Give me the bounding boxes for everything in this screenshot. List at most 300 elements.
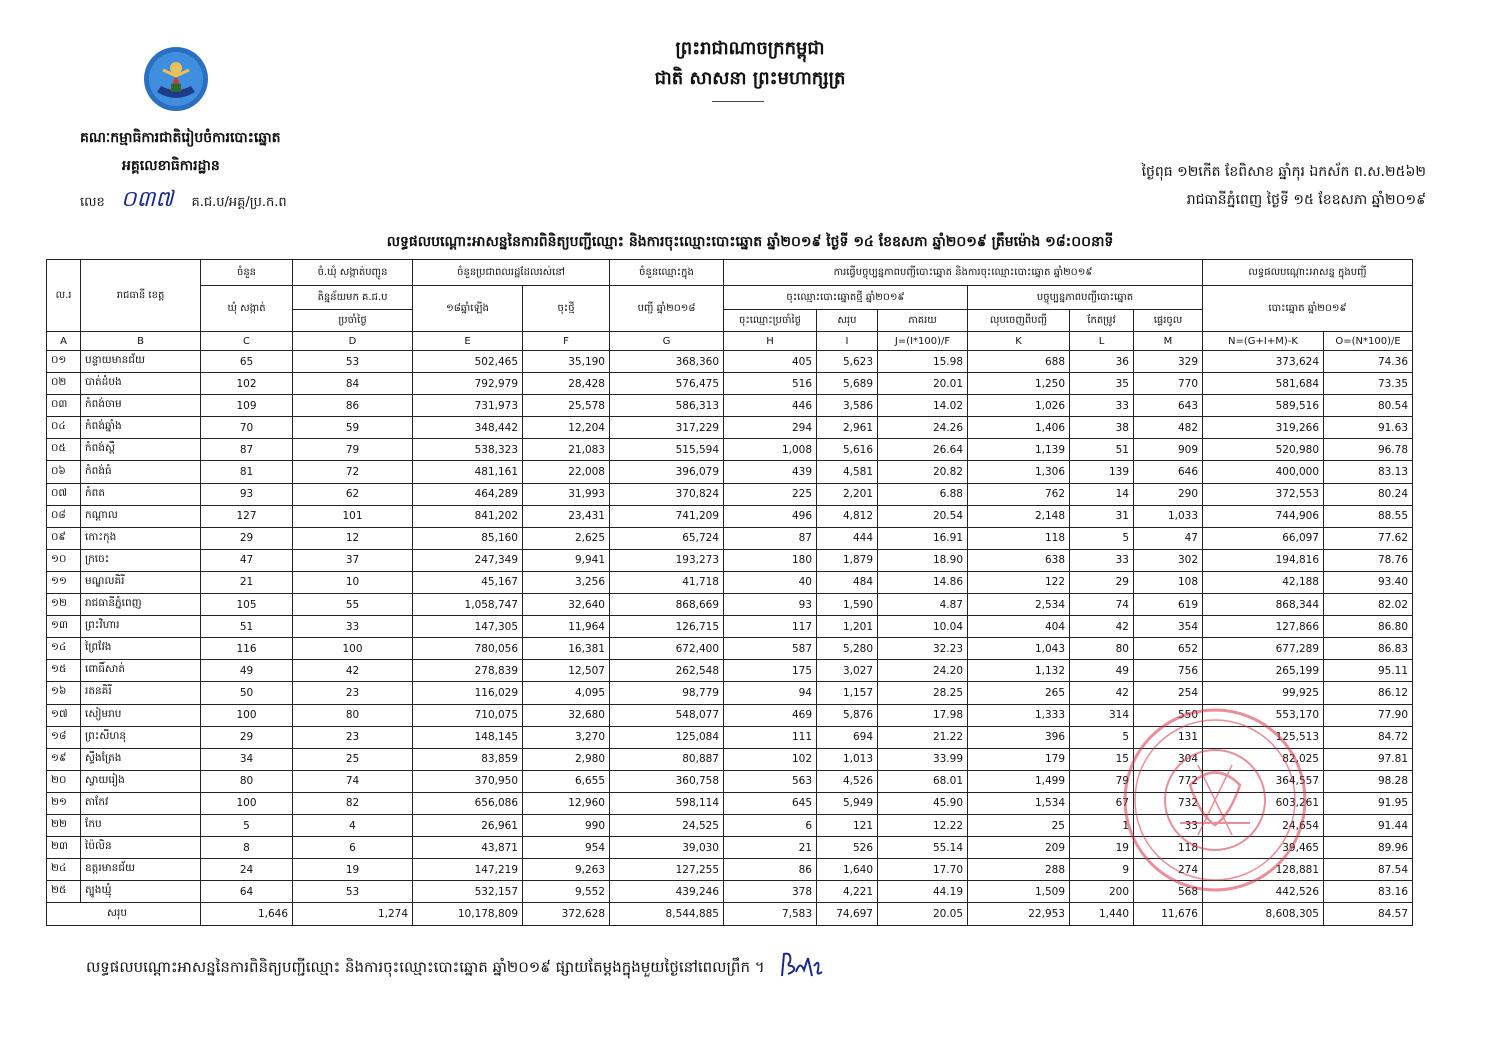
col-header-population: ចំនួនប្រជាពលរដ្ឋដែលរស់នៅ	[413, 260, 610, 286]
value-cell: 439	[724, 461, 817, 483]
row-number-cell: ០៥	[47, 439, 81, 461]
value-cell: 439,246	[610, 881, 724, 903]
value-cell: 9	[1070, 859, 1134, 881]
table-row	[47, 638, 1413, 660]
value-cell: 38	[1070, 417, 1134, 439]
value-cell: 49	[1070, 660, 1134, 682]
value-cell: 29	[201, 726, 293, 748]
value-cell: 469	[724, 704, 817, 726]
value-cell: 33.99	[878, 748, 968, 770]
col-header-provisional: លទ្ធផលបណ្តោះអាសន្ន ក្នុងបញ្ជី	[1203, 260, 1413, 286]
value-cell: 23	[293, 682, 413, 704]
value-cell: 2,961	[817, 417, 878, 439]
value-cell: 370,950	[413, 770, 523, 792]
value-cell: 378	[724, 881, 817, 903]
value-cell: 45,167	[413, 571, 523, 593]
letter-cell: N=(G+I+M)-K	[1203, 332, 1324, 351]
value-cell: 12,204	[523, 417, 610, 439]
value-cell: 677,289	[1203, 638, 1324, 660]
province-cell: ស្ទឹងត្រែង	[81, 748, 201, 770]
value-cell: 41,718	[610, 571, 724, 593]
row-number-cell: ០៤	[47, 417, 81, 439]
value-cell: 86.12	[1324, 682, 1413, 704]
value-cell: 568	[1134, 881, 1203, 903]
value-cell: 102	[201, 373, 293, 395]
value-cell: 6.88	[878, 483, 968, 505]
col-header-provisional-sub: បោះឆ្នោត ឆ្នាំ២០១៩	[1203, 286, 1413, 332]
row-number-cell: ១៨	[47, 726, 81, 748]
value-cell: 180	[724, 549, 817, 571]
col-header-corrected: កែតម្រូវ	[1070, 310, 1134, 332]
row-number-cell: ០៦	[47, 461, 81, 483]
row-number-cell: ១០	[47, 549, 81, 571]
header-divider	[712, 101, 764, 102]
value-cell: 93.40	[1324, 571, 1413, 593]
value-cell: 1,509	[968, 881, 1070, 903]
letter-row	[47, 332, 1413, 351]
value-cell: 19	[1070, 837, 1134, 859]
value-cell: 731,973	[413, 395, 523, 417]
value-cell: 368,360	[610, 351, 724, 373]
value-cell: 2,980	[523, 748, 610, 770]
col-header-new-pct: ភាគរយ	[878, 310, 968, 332]
value-cell: 404	[968, 616, 1070, 638]
value-cell: 82,025	[1203, 748, 1324, 770]
value-cell: 3,256	[523, 571, 610, 593]
value-cell: 354	[1134, 616, 1203, 638]
value-cell: 147,305	[413, 616, 523, 638]
value-cell: 550	[1134, 704, 1203, 726]
value-cell: 127	[201, 505, 293, 527]
value-cell: 70	[201, 417, 293, 439]
value-cell: 62	[293, 483, 413, 505]
value-cell: 14	[1070, 483, 1134, 505]
value-cell: 5,949	[817, 792, 878, 814]
value-cell: 481,161	[413, 461, 523, 483]
province-cell: តាកែវ	[81, 792, 201, 814]
letter-cell: I	[817, 332, 878, 351]
province-cell: ត្បូងឃ្មុំ	[81, 881, 201, 903]
value-cell: 33	[1134, 814, 1203, 836]
col-header-checked: ចំ.ឃុំ សង្កាត់បញ្ជូន	[293, 260, 413, 286]
value-cell: 21.22	[878, 726, 968, 748]
province-cell: កែប	[81, 814, 201, 836]
row-number-cell: ១២	[47, 594, 81, 616]
value-cell: 15	[1070, 748, 1134, 770]
value-cell: 79	[293, 439, 413, 461]
value-cell: 77.90	[1324, 704, 1413, 726]
value-cell: 20.54	[878, 505, 968, 527]
value-cell: 1,499	[968, 770, 1070, 792]
value-cell: 39,465	[1203, 837, 1324, 859]
value-cell: 587	[724, 638, 817, 660]
letter-cell: L	[1070, 332, 1134, 351]
value-cell: 643	[1134, 395, 1203, 417]
province-cell: ពោធិ៍សាត់	[81, 660, 201, 682]
value-cell: 5,689	[817, 373, 878, 395]
letter-cell: D	[293, 332, 413, 351]
value-cell: 294	[724, 417, 817, 439]
value-cell: 147,219	[413, 859, 523, 881]
motto-header: ជាតិ សាសនា ព្រះមហាក្សត្រ	[654, 68, 846, 89]
province-cell: កណ្តាល	[81, 505, 201, 527]
value-cell: 3,027	[817, 660, 878, 682]
value-cell: 49	[201, 660, 293, 682]
value-cell: 780,056	[413, 638, 523, 660]
value-cell: 3,586	[817, 395, 878, 417]
value-cell: 2,201	[817, 483, 878, 505]
value-cell: 81	[201, 461, 293, 483]
value-cell: 586,313	[610, 395, 724, 417]
ref-code: គ.ជ.ប/អគ្គ/ប្រ.ក.ព	[191, 195, 287, 210]
value-cell: 502,465	[413, 351, 523, 373]
row-number-cell: ១៤	[47, 638, 81, 660]
value-cell: 26,961	[413, 814, 523, 836]
value-cell: 744,906	[1203, 505, 1324, 527]
value-cell: 5,623	[817, 351, 878, 373]
value-cell: 100	[201, 792, 293, 814]
value-cell: 83.16	[1324, 881, 1413, 903]
value-cell: 302	[1134, 549, 1203, 571]
value-cell: 6,655	[523, 770, 610, 792]
value-cell: 314	[1070, 704, 1134, 726]
value-cell: 265	[968, 682, 1070, 704]
value-cell: 25	[968, 814, 1070, 836]
value-cell: 772	[1134, 770, 1203, 792]
total-cell: 74,697	[817, 903, 878, 926]
value-cell: 51	[1070, 439, 1134, 461]
value-cell: 94	[724, 682, 817, 704]
province-cell: ប៉ៃលិន	[81, 837, 201, 859]
value-cell: 442,526	[1203, 881, 1324, 903]
letter-cell: H	[724, 332, 817, 351]
row-number-cell: ០៣	[47, 395, 81, 417]
province-cell: ព្រៃវែង	[81, 638, 201, 660]
value-cell: 589,516	[1203, 395, 1324, 417]
value-cell: 99,925	[1203, 682, 1324, 704]
value-cell: 29	[201, 527, 293, 549]
value-cell: 909	[1134, 439, 1203, 461]
total-row	[47, 903, 1413, 926]
value-cell: 710,075	[413, 704, 523, 726]
value-cell: 9,941	[523, 549, 610, 571]
value-cell: 868,669	[610, 594, 724, 616]
value-cell: 36	[1070, 351, 1134, 373]
total-cell: 8,544,885	[610, 903, 724, 926]
document-title: លទ្ធផលបណ្តោះអាសន្ននៃការពិនិត្យបញ្ជីឈ្មោះ និងការចុះឈ្មោះបោះឆ្នោត ឆ្នាំ២០១៩ ថ្ងៃទី ១៤ ខែឧសភា ឆ្នាំ២០១៩ ត្រឹមម៉ោង ១៨:០០នាទី	[386, 234, 1114, 250]
value-cell: 4,812	[817, 505, 878, 527]
total-cell: 10,178,809	[413, 903, 523, 926]
value-cell: 646	[1134, 461, 1203, 483]
value-cell: 24	[201, 859, 293, 881]
value-cell: 581,684	[1203, 373, 1324, 395]
value-cell: 12	[293, 527, 413, 549]
value-cell: 1,306	[968, 461, 1070, 483]
value-cell: 694	[817, 726, 878, 748]
col-header-no: ល.រ	[47, 260, 81, 332]
value-cell: 86	[724, 859, 817, 881]
value-cell: 4,581	[817, 461, 878, 483]
col-header-communes: ចំនួន	[201, 260, 293, 286]
value-cell: 10.04	[878, 616, 968, 638]
value-cell: 10	[293, 571, 413, 593]
province-cell: កំពង់ធំ	[81, 461, 201, 483]
value-cell: 64	[201, 881, 293, 903]
value-cell: 35,190	[523, 351, 610, 373]
col-header-list-update: បច្ចុប្បន្នភាពបញ្ជីបោះឆ្នោត	[968, 286, 1203, 310]
letter-cell: M	[1134, 332, 1203, 351]
solar-date: រាជធានីភ្នំពេញ ថ្ងៃទី ១៥ ខែឧសភា ឆ្នាំ២០១៩	[1186, 192, 1426, 208]
value-cell: 45.90	[878, 792, 968, 814]
value-cell: 24.26	[878, 417, 968, 439]
col-header-deleted: លុបចេញពីបញ្ជី	[968, 310, 1070, 332]
total-cell: 1,440	[1070, 903, 1134, 926]
value-cell: 370,824	[610, 483, 724, 505]
value-cell: 87	[724, 527, 817, 549]
row-number-cell: ១៥	[47, 660, 81, 682]
value-cell: 80,887	[610, 748, 724, 770]
letter-cell: G	[610, 332, 724, 351]
value-cell: 348,442	[413, 417, 523, 439]
col-header-province: រាជធានី ខេត្ត	[81, 260, 201, 332]
value-cell: 148,145	[413, 726, 523, 748]
value-cell: 100	[293, 638, 413, 660]
letter-cell: E	[413, 332, 523, 351]
value-cell: 122	[968, 571, 1070, 593]
letter-cell: K	[968, 332, 1070, 351]
lunar-date: ថ្ងៃពុធ ១២កើត ខែពិសាខ ឆ្នាំកុរ ឯកស័ក ព.ស.២៥៦២	[1141, 164, 1426, 180]
row-number-cell: ១៣	[47, 616, 81, 638]
value-cell: 116,029	[413, 682, 523, 704]
value-cell: 329	[1134, 351, 1203, 373]
value-cell: 118	[1134, 837, 1203, 859]
table-row	[47, 351, 1413, 373]
value-cell: 482	[1134, 417, 1203, 439]
value-cell: 31	[1070, 505, 1134, 527]
value-cell: 33	[1070, 549, 1134, 571]
value-cell: 91.63	[1324, 417, 1413, 439]
col-header-new-daily: ចុះឈ្មោះប្រចាំថ្ងៃ	[724, 310, 817, 332]
value-cell: 6	[724, 814, 817, 836]
table-row	[47, 660, 1413, 682]
value-cell: 20.82	[878, 461, 968, 483]
value-cell: 89.96	[1324, 837, 1413, 859]
nec-logo	[143, 46, 209, 112]
value-cell: 31,993	[523, 483, 610, 505]
value-cell: 108	[1134, 571, 1203, 593]
province-cell: បន្ទាយមានជ័យ	[81, 351, 201, 373]
value-cell: 55	[293, 594, 413, 616]
row-number-cell: ០៩	[47, 527, 81, 549]
col-header-communes-sub: ឃុំ សង្កាត់	[201, 286, 293, 332]
value-cell: 538,323	[413, 439, 523, 461]
value-cell: 4,526	[817, 770, 878, 792]
value-cell: 12,960	[523, 792, 610, 814]
value-cell: 638	[968, 549, 1070, 571]
table-row	[47, 373, 1413, 395]
value-cell: 319,266	[1203, 417, 1324, 439]
province-cell: ព្រះសីហនុ	[81, 726, 201, 748]
value-cell: 126,715	[610, 616, 724, 638]
letter-cell: B	[81, 332, 201, 351]
value-cell: 5	[201, 814, 293, 836]
value-cell: 1,879	[817, 549, 878, 571]
value-cell: 80.54	[1324, 395, 1413, 417]
value-cell: 98.28	[1324, 770, 1413, 792]
value-cell: 32,640	[523, 594, 610, 616]
value-cell: 74	[1070, 594, 1134, 616]
value-cell: 619	[1134, 594, 1203, 616]
value-cell: 59	[293, 417, 413, 439]
province-cell: បាត់ដំបង	[81, 373, 201, 395]
value-cell: 12,507	[523, 660, 610, 682]
row-number-cell: ២២	[47, 814, 81, 836]
value-cell: 278,839	[413, 660, 523, 682]
total-label: សរុប	[47, 903, 201, 926]
value-cell: 360,758	[610, 770, 724, 792]
value-cell: 1,534	[968, 792, 1070, 814]
value-cell: 125,084	[610, 726, 724, 748]
value-cell: 42	[1070, 682, 1134, 704]
value-cell: 770	[1134, 373, 1203, 395]
total-cell: 372,628	[523, 903, 610, 926]
value-cell: 515,594	[610, 439, 724, 461]
value-cell: 65	[201, 351, 293, 373]
value-cell: 33	[1070, 395, 1134, 417]
province-cell: សៀមរាប	[81, 704, 201, 726]
value-cell: 100	[201, 704, 293, 726]
value-cell: 193,273	[610, 549, 724, 571]
letter-cell: O=(N*100)/E	[1324, 332, 1413, 351]
total-cell: 84.57	[1324, 903, 1413, 926]
value-cell: 17.98	[878, 704, 968, 726]
value-cell: 117	[724, 616, 817, 638]
table-row	[47, 549, 1413, 571]
value-cell: 2,534	[968, 594, 1070, 616]
province-cell: កំពត	[81, 483, 201, 505]
total-cell: 1,646	[201, 903, 293, 926]
col-header-registered: ចំនួនឈ្មោះក្នុង	[610, 260, 724, 286]
value-cell: 79	[1070, 770, 1134, 792]
row-number-cell: ២៤	[47, 859, 81, 881]
row-number-cell: ២៣	[47, 837, 81, 859]
value-cell: 86	[293, 395, 413, 417]
value-cell: 1,026	[968, 395, 1070, 417]
value-cell: 444	[817, 527, 878, 549]
col-header-registered-sub: បញ្ជី ឆ្នាំ២០១៨	[610, 286, 724, 332]
col-header-results: ការធ្វើបច្ចុប្បន្នភាពបញ្ជីបោះឆ្នោត និងការចុះឈ្មោះបោះឆ្នោត ឆ្នាំ២០១៩	[724, 260, 1203, 286]
value-cell: 396	[968, 726, 1070, 748]
value-cell: 17.70	[878, 859, 968, 881]
province-cell: រតនគិរី	[81, 682, 201, 704]
value-cell: 288	[968, 859, 1070, 881]
value-cell: 95.11	[1324, 660, 1413, 682]
value-cell: 118	[968, 527, 1070, 549]
value-cell: 548,077	[610, 704, 724, 726]
value-cell: 1,008	[724, 439, 817, 461]
province-cell: រាជធានីភ្នំពេញ	[81, 594, 201, 616]
value-cell: 4.87	[878, 594, 968, 616]
value-cell: 84.72	[1324, 726, 1413, 748]
province-cell: ព្រះវិហារ	[81, 616, 201, 638]
value-cell: 373,624	[1203, 351, 1324, 373]
value-cell: 91.44	[1324, 814, 1413, 836]
value-cell: 80	[293, 704, 413, 726]
province-cell: កំពង់ឆ្នាំង	[81, 417, 201, 439]
value-cell: 247,349	[413, 549, 523, 571]
value-cell: 39,030	[610, 837, 724, 859]
value-cell: 23	[293, 726, 413, 748]
ref-number: ០៣៧	[120, 187, 174, 212]
value-cell: 77.62	[1324, 527, 1413, 549]
row-number-cell: ២១	[47, 792, 81, 814]
row-number-cell: ១៧	[47, 704, 81, 726]
value-cell: 446	[724, 395, 817, 417]
row-number-cell: ០៧	[47, 483, 81, 505]
org-name: គណៈកម្មាធិការជាតិរៀបចំការបោះឆ្នោត	[80, 130, 281, 146]
value-cell: 87.54	[1324, 859, 1413, 881]
value-cell: 67	[1070, 792, 1134, 814]
value-cell: 82.02	[1324, 594, 1413, 616]
value-cell: 32.23	[878, 638, 968, 660]
value-cell: 688	[968, 351, 1070, 373]
value-cell: 672,400	[610, 638, 724, 660]
col-header-checked-daily: ប្រចាំថ្ងៃ	[293, 310, 413, 332]
value-cell: 74.36	[1324, 351, 1413, 373]
value-cell: 16,381	[523, 638, 610, 660]
col-header-checked-sub: តិន្នន័យមក គ.ជ.ប	[293, 286, 413, 310]
value-cell: 21,083	[523, 439, 610, 461]
table-row	[47, 461, 1413, 483]
value-cell: 5,280	[817, 638, 878, 660]
value-cell: 1,132	[968, 660, 1070, 682]
value-cell: 22,008	[523, 461, 610, 483]
value-cell: 364,557	[1203, 770, 1324, 792]
value-cell: 18.90	[878, 549, 968, 571]
value-cell: 1,590	[817, 594, 878, 616]
table-row	[47, 682, 1413, 704]
value-cell: 35	[1070, 373, 1134, 395]
value-cell: 1,640	[817, 859, 878, 881]
value-cell: 87	[201, 439, 293, 461]
value-cell: 5,616	[817, 439, 878, 461]
value-cell: 14.86	[878, 571, 968, 593]
province-cell: កំពង់ចាម	[81, 395, 201, 417]
value-cell: 24,525	[610, 814, 724, 836]
letter-cell: J=(I*100)/F	[878, 332, 968, 351]
value-cell: 225	[724, 483, 817, 505]
value-cell: 290	[1134, 483, 1203, 505]
total-cell: 7,583	[724, 903, 817, 926]
row-number-cell: ១៦	[47, 682, 81, 704]
total-cell: 1,274	[293, 903, 413, 926]
value-cell: 6	[293, 837, 413, 859]
value-cell: 101	[293, 505, 413, 527]
col-header-population-new: ចុះថ្មី	[523, 286, 610, 332]
value-cell: 200	[1070, 881, 1134, 903]
value-cell: 25,578	[523, 395, 610, 417]
value-cell: 2,148	[968, 505, 1070, 527]
letter-cell: C	[201, 332, 293, 351]
value-cell: 73.35	[1324, 373, 1413, 395]
value-cell: 42	[293, 660, 413, 682]
value-cell: 28.25	[878, 682, 968, 704]
value-cell: 96.78	[1324, 439, 1413, 461]
letter-cell: F	[523, 332, 610, 351]
value-cell: 127,866	[1203, 616, 1324, 638]
table-row	[47, 571, 1413, 593]
value-cell: 317,229	[610, 417, 724, 439]
